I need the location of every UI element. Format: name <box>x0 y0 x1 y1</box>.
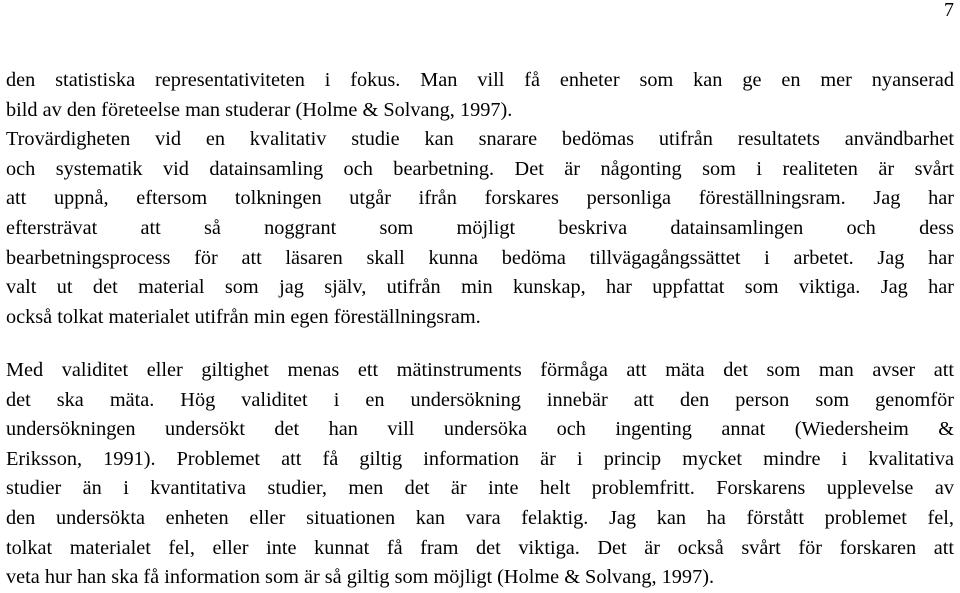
paragraph-reliability <box>6 66 954 332</box>
text-line: eftersträvat att så noggrant som möjligt beskriva datainsamlingen och dess <box>6 216 954 239</box>
text-line: undersökningen undersökt det han vill undersöka och ingenting annat (Wiedersheim & <box>6 418 954 441</box>
text-line: den undersökta enheten eller situationen kan vara felaktig. Jag kan ha förstått problemet fel, <box>6 506 954 529</box>
text-line: och systematik vid datainsamling och bearbetning. Det är någonting som i realiteten är svårt <box>6 157 954 180</box>
text-line: bearbetningsprocess för att läsaren skall kunna bedöma tillvägagångssättet i arbetet. Jag har <box>6 246 954 269</box>
text-line: den statistiska representativiteten i fokus. Man vill få enheter som kan ge en mer nyanserad <box>6 69 954 91</box>
text-line: det ska mäta. Hög validitet i en undersökning innebär att den person som genomför <box>6 388 954 411</box>
page-number: 7 <box>944 0 954 21</box>
text-line: valt ut det material som jag själv, utifrån min kunskap, har uppfattat som viktiga. Jag har <box>6 276 954 299</box>
text-line: Trovärdigheten vid en kvalitativ studie kan snarare bedömas utifrån resultatets användbarhet <box>6 128 954 151</box>
text-line: Eriksson, 1991). Problemet att få giltig information är i princip mycket mindre i kvalitativa <box>6 447 954 470</box>
text-line: studier än i kvantitativa studier, men det är inte helt problemfritt. Forskarens upplevelse av <box>6 477 954 500</box>
text-line: att uppnå, eftersom tolkningen utgår ifrån forskares personliga föreställningsram. Jag har <box>6 187 954 210</box>
text-line: Med validitet eller giltighet menas ett mätinstruments förmåga att mäta det som man avser att <box>6 359 954 381</box>
text-line: bild av den företeelse man studerar (Holme & Solvang, 1997). <box>6 98 513 121</box>
text-line: tolkat materialet fel, eller inte kunnat få fram det viktiga. Det är också svårt för forskaren att <box>6 536 954 559</box>
text-line: också tolkat materialet utifrån min egen föreställningsram. <box>6 305 481 328</box>
paragraph-validity <box>6 356 954 593</box>
text-line: veta hur han ska få information som är så giltig som möjligt (Holme & Solvang, 1997). <box>6 566 715 589</box>
